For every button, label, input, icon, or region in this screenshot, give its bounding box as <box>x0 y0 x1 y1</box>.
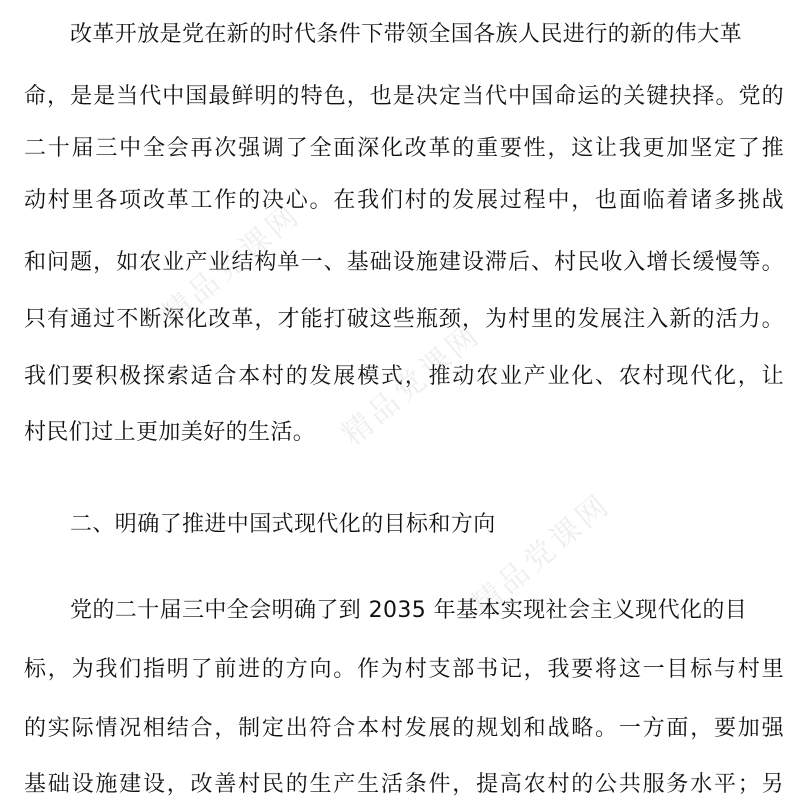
paragraph-2-line-1: 党的二十届三中全会明确了到 2035 年基本实现社会主义现代化的目 <box>70 598 748 623</box>
paragraph-1-line-4: 动村里各项改革工作的决心。在我们村的发展过程中，也面临着诸多挑战 <box>24 188 784 213</box>
paragraph-1-line-7: 我们要积极探索适合本村的发展模式，推动农业产业化、农村现代化，让 <box>24 364 784 389</box>
section-heading-2: 二、明确了推进中国式现代化的目标和方向 <box>70 512 496 537</box>
paragraph-1-line-5: 和问题，如农业产业结构单一、基础设施建设滞后、村民收入增长缓慢等。 <box>24 250 784 275</box>
watermark: 精品党课网 <box>335 316 488 453</box>
paragraph-1-line-2: 命，是是当代中国最鲜明的特色，也是决定当代中国命运的关键抉择。党的 <box>24 84 784 109</box>
paragraph-2-line-3: 的实际情况相结合，制定出符合本村发展的规划和战略。一方面，要加强 <box>24 716 784 741</box>
paragraph-2-line-2: 标，为我们指明了前进的方向。作为村支部书记，我要将这一目标与村里 <box>24 657 784 682</box>
watermark: 精品党课网 <box>465 486 618 623</box>
paragraph-2-line-4: 基础设施建设，改善村民的生产生活条件，提高农村的公共服务水平；另 <box>24 772 784 797</box>
paragraph-1-line-1: 改革开放是党在新的时代条件下带领全国各族人民进行的新的伟大革 <box>70 22 743 47</box>
paragraph-1-line-8: 村民们过上更加美好的生活。 <box>24 420 316 445</box>
paragraph-1-line-6: 只有通过不断深化改革，才能打破这些瓶颈，为村里的发展注入新的活力。 <box>24 307 784 332</box>
watermark: 精品党课网 <box>155 196 308 333</box>
paragraph-1-line-3: 二十届三中全会再次强调了全面深化改革的重要性，这让我更加坚定了推 <box>24 136 784 161</box>
